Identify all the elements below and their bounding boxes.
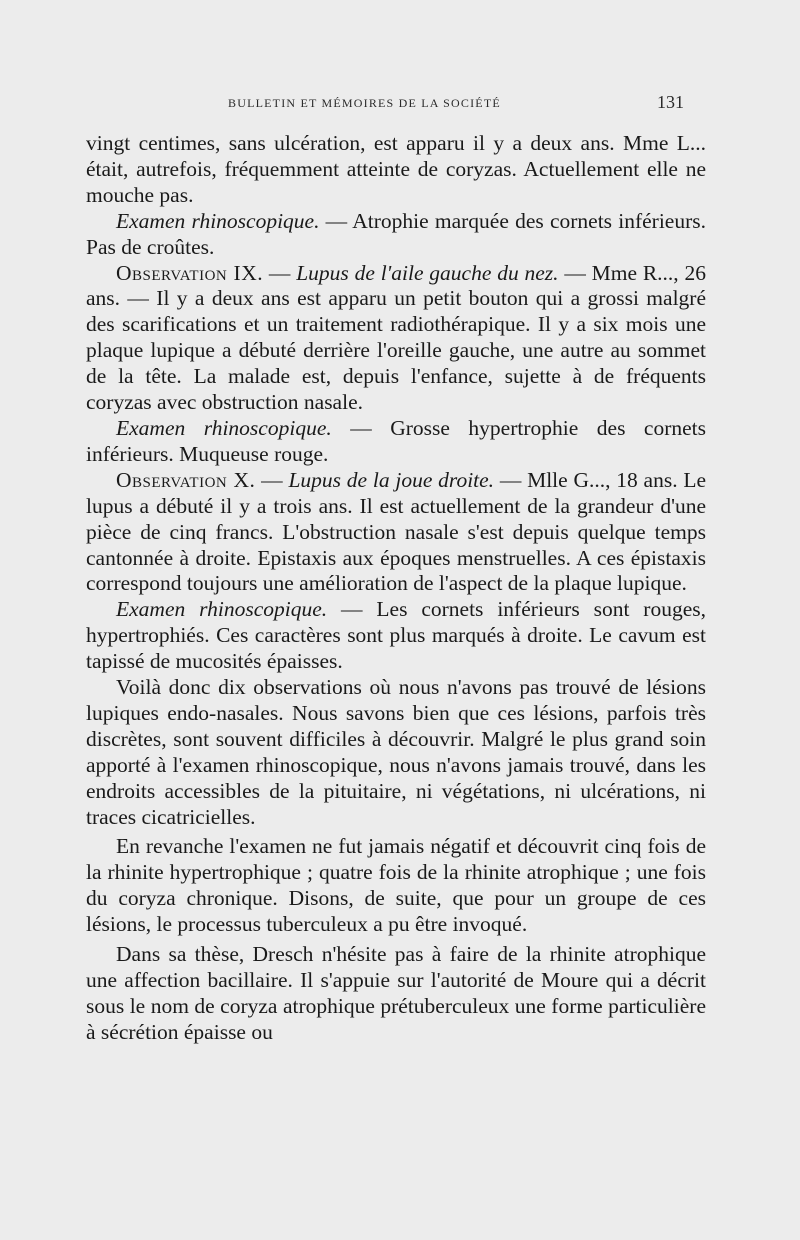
observation-label: Observation IX. <box>116 260 264 285</box>
observation-title: Lupus de l'aile gauche du nez. <box>296 260 559 285</box>
paragraph-text: En revanche l'examen ne fut jamais négatif et découvrit cinq fois de la rhinite hypertrophique ; quatre fois de la rhinite atrophique ; une fois du coryza chronique. Disons, de suite, que pour un groupe de ces lésions, le processus tuberculeux a pu être invoqué. <box>86 834 706 937</box>
exam-heading: Examen rhinoscopique. <box>116 597 328 622</box>
paragraph-text: — Mme R..., 26 ans. — Il y a deux ans est apparu un petit bouton qui a grossi malgré des scarifications et un traitement radiothérapique. Il y a six mois une plaque lupique a débuté derrière l'oreille gauche, une autre au sommet de la tête. La malade est, depuis l'enfance, sujette à de fréquents coryzas avec obstruction nasale. <box>86 260 706 415</box>
paragraph <box>86 834 706 938</box>
paragraph-text: Dans sa thèse, Dresch n'hésite pas à faire de la rhinite atrophique une affection bacillaire. Il s'appuie sur l'autorité de Moure qui a décrit sous le nom de coryza atrophique prétuberculeux une forme particulière à sécrétion épaisse ou <box>86 942 706 1044</box>
paragraph <box>86 209 706 261</box>
page-header <box>80 92 700 116</box>
running-title: BULLETIN ET MÉMOIRES DE LA SOCIÉTÉ <box>228 96 501 110</box>
paragraph <box>86 675 706 830</box>
page-number: 131 <box>657 92 684 112</box>
paragraph-text: Voilà donc dix observations où nous n'avons pas trouvé de lésions lupiques endo-nasales. Nous savons bien que ces lésions, parfois très discrètes, sont souvent difficiles à découvrir. Malgré le plus grand soin apporté à l'examen rhinoscopique, nous n'avons jamais trouvé, dans les endroits accessibles de la pituitaire, ni végétations, ni ulcérations, ni traces cicatricielles. <box>86 675 706 829</box>
paragraph <box>86 942 706 1046</box>
paragraph <box>86 416 706 468</box>
observation-title: Lupus de la joue droite. <box>288 467 495 492</box>
exam-heading: Examen rhinoscopique. <box>116 415 332 440</box>
paragraph <box>86 597 706 675</box>
paragraph <box>86 261 706 416</box>
exam-heading: Examen rhinoscopique. <box>116 208 320 233</box>
paragraph-text: — Les cornets inférieurs sont rouges, hypertrophiés. Ces caractères sont plus marqués à droite. Le cavum est tapissé de mucosités épaisses. <box>86 597 706 674</box>
separator: — <box>255 467 289 492</box>
paragraph-text: — Atrophie marquée des cornets inférieurs. Pas de croûtes. <box>86 208 707 259</box>
observation-label: Observation X. <box>116 467 256 492</box>
paragraph <box>86 468 706 598</box>
page-body <box>86 131 706 1046</box>
paragraph-text: — Mlle G..., 18 ans. Le lupus a débuté il y a trois ans. Il est actuellement de la grandeur d'une pièce de cinq francs. L'obstruction nasale s'est depuis quelque temps cantonnée à droite. Epistaxis aux époques menstruelles. A ces épistaxis correspond toujours une amélioration de l'aspect de la plaque lupique. <box>86 467 707 596</box>
separator: — <box>263 260 297 285</box>
paragraph <box>86 131 706 209</box>
paragraph-text: vingt centimes, sans ulcération, est apparu il y a deux ans. Mme L... était, autrefois, fréquemment atteinte de coryzas. Actuellement elle ne mouche pas. <box>86 131 706 207</box>
paragraph-text: — Grosse hypertrophie des cornets inférieurs. Muqueuse rouge. <box>86 415 707 466</box>
